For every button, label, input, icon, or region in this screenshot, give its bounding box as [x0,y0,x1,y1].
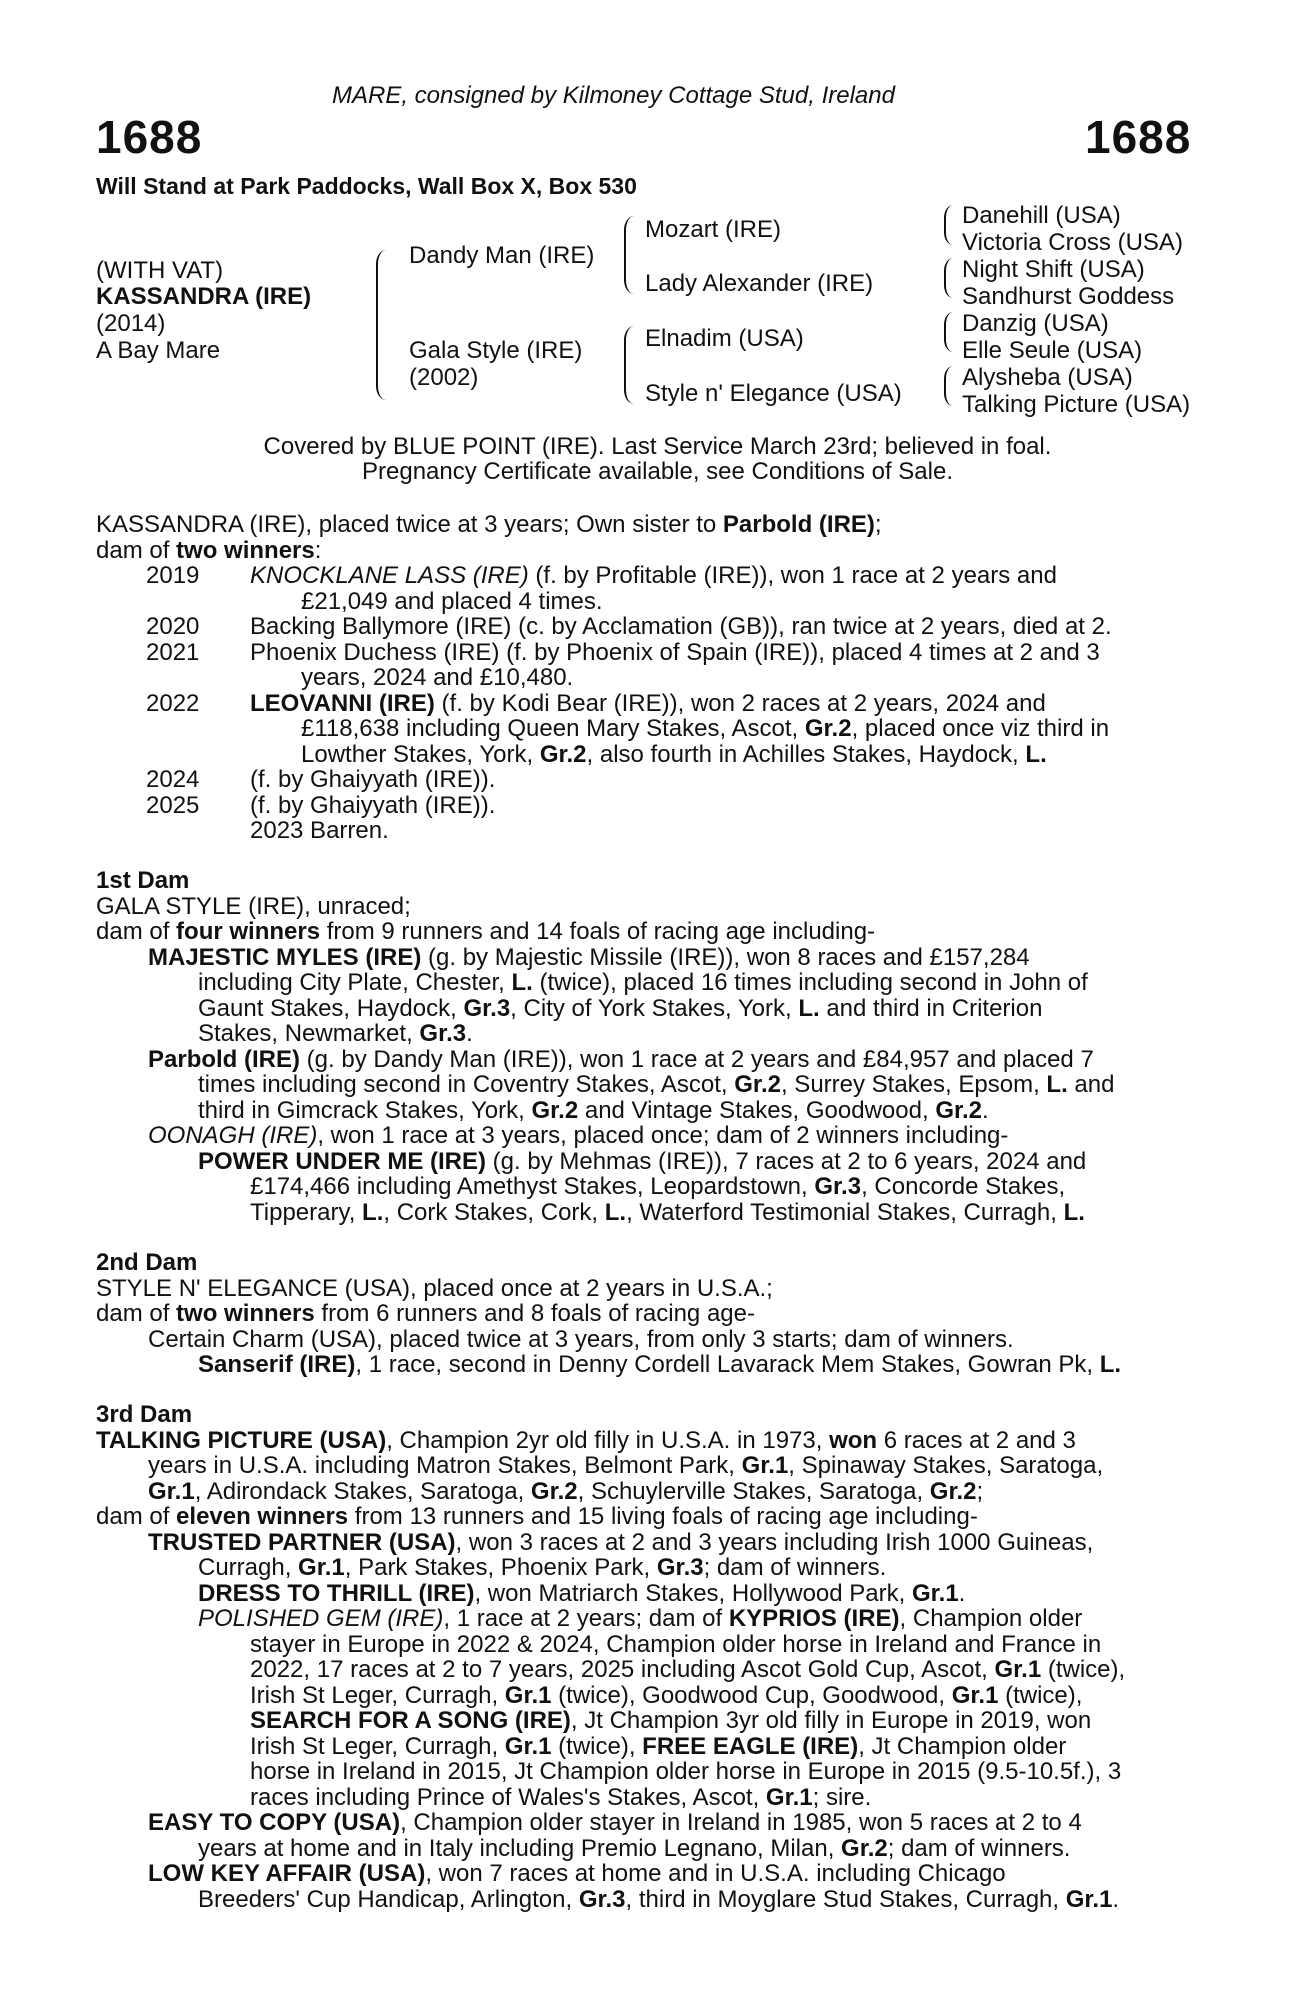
horse-year: (2014) [96,310,166,337]
power-under-me-2: £174,466 including Amethyst Stakes, Leopardstown, Gr.3, Concorde Stakes, [250,1173,1066,1200]
foal-2025: 2025 (f. by Ghaiyyath (IRE)). [146,791,496,819]
majestic-myles-2: including City Plate, Chester, L. (twice), placed 16 times including second in John of [198,969,1088,996]
talking-picture-3: Gr.1, Adirondack Stakes, Saratoga, Gr.2, Schuylerville Stakes, Saratoga, Gr.2; [148,1477,984,1505]
barren-note: 2023 Barren. [250,817,389,844]
polished-gem-1: POLISHED GEM (IRE), 1 race at 2 years; dam of KYPRIOS (IRE), Champion older [198,1605,1083,1632]
polished-gem-2: stayer in Europe in 2022 & 2024, Champion older horse in Ireland and France in [250,1630,1102,1658]
foal-2021: 2021 Phoenix Duchess (IRE) (f. by Phoenix of Spain (IRE)), placed 4 times at 2 and 3 [146,638,1100,666]
parbold-3: third in Gimcrack Stakes, York, Gr.2 and Vintage Stakes, Goodwood, Gr.2. [198,1096,989,1124]
power-under-me-1: POWER UNDER ME (IRE) (g. by Mehmas (IRE)), 7 races at 2 to 6 years, 2024 and [198,1147,1087,1175]
second-dam-section [96,1250,1206,1378]
third-dam-heading: 3rd Dam [96,1401,193,1428]
pedigree-ssd: Victoria Cross (USA) [962,229,1183,256]
stand-location: Will Stand at Park Paddocks, Wall Box X, Box 530 [96,173,637,199]
brace-ss [944,205,953,245]
pedigree-sire: Dandy Man (IRE) [409,242,595,269]
brace-dd [944,366,953,406]
pedigree-sds: Night Shift (USA) [962,256,1145,283]
oonagh: OONAGH (IRE), won 1 race at 3 years, placed once; dam of 2 winners including- [148,1122,1009,1149]
second-dam-heading: 2nd Dam [96,1249,198,1276]
foal-2022-cont-1: £118,638 including Queen Mary Stakes, Ascot, Gr.2, placed once viz third in [301,715,1110,742]
pedigree-ddd: Talking Picture (USA) [962,391,1191,418]
talking-picture-1: TALKING PICTURE (USA), Champion 2yr old filly in U.S.A. in 1973, won 6 races at 2 and 3 [96,1426,1076,1454]
foal-2022-cont-2: Lowther Stakes, York, Gr.2, also fourth in Achilles Stakes, Haydock, L. [301,740,1047,768]
brace-ds [944,312,953,352]
sanserif: Sanserif (IRE), 1 race, second in Denny Cordell Lavarack Mem Stakes, Gowran Pk, L. [198,1351,1122,1378]
third-dam-section [96,1402,1206,1912]
horse-description: A Bay Mare [96,337,221,364]
easy-to-copy-2: years at home and in Italy including Premio Legnano, Milan, Gr.2; dam of winners. [198,1834,1071,1862]
brace-sd [944,258,953,298]
easy-to-copy-1: EASY TO COPY (USA), Champion older stayer in Ireland in 1985, won 5 races at 2 to 4 [148,1809,1082,1836]
majestic-myles-1: MAJESTIC MYLES (IRE) (g. by Majestic Missile (IRE)), won 8 races and £157,284 [148,943,1030,971]
polished-gem-4: Irish St Leger, Curragh, Gr.1 (twice), Goodwood Cup, Goodwood, Gr.1 (twice), [250,1681,1083,1709]
second-dam-produce: dam of two winners from 6 runners and 8 foals of racing age- [96,1300,755,1327]
polished-gem-7: horse in Ireland in 2015, Jt Champion older horse in Europe in 2015 (9.5-10.5f.), 3 [250,1758,1122,1785]
majestic-myles-4: Stakes, Newmarket, Gr.3. [198,1020,473,1047]
power-under-me-3: Tipperary, L., Cork Stakes, Cork, L., Waterford Testimonial Stakes, Curragh, L. [250,1198,1085,1226]
certain-charm: Certain Charm (USA), placed twice at 3 years, from only 3 starts; dam of winners. [148,1325,1014,1353]
trusted-partner-1: TRUSTED PARTNER (USA), won 3 races at 2 and 3 years including Irish 1000 Guineas, [148,1528,1094,1556]
talking-picture-2: years in U.S.A. including Matron Stakes, Belmont Park, Gr.1, Spinaway Stakes, Saratoga, [148,1452,1104,1479]
dress-to-thrill: DRESS TO THRILL (IRE), won Matriarch Stakes, Hollywood Park, Gr.1. [198,1579,966,1607]
foal-2024: 2024 (f. by Ghaiyyath (IRE)). [146,766,496,793]
parbold-1: Parbold (IRE) (g. by Dandy Man (IRE)), won 1 race at 2 years and £84,957 and placed 7 [148,1045,1094,1073]
pedigree-sire-dam: Lady Alexander (IRE) [645,270,874,297]
lot-number-left: 1688 [96,111,203,163]
pedigree-sdd: Sandhurst Goddess [962,283,1175,310]
foal-2021-cont: years, 2024 and £10,480. [301,664,574,691]
pedigree-dds: Alysheba (USA) [962,364,1133,391]
produce-record [96,512,1206,844]
vat-note: (WITH VAT) [96,257,224,284]
horse-name: KASSANDRA (IRE) [96,283,312,310]
produce-dam-of: dam of two winners: [96,536,322,564]
pedigree-sire-sire: Mozart (IRE) [645,216,782,243]
pedigree-dam: Gala Style (IRE) [409,337,583,364]
brace-sire [624,216,634,294]
pedigree-dsd: Elle Seule (USA) [962,337,1143,364]
third-dam-produce: dam of eleven winners from 13 runners and 15 living foals of racing age including- [96,1503,978,1530]
majestic-myles-3: Gaunt Stakes, Haydock, Gr.3, City of York Stakes, York, L. and third in Criterion [198,994,1043,1022]
polished-gem-5: SEARCH FOR A SONG (IRE), Jt Champion 3yr old filly in Europe in 2019, won [250,1707,1092,1734]
lot-number-right: 1688 [1085,111,1192,163]
low-key-affair-2: Breeders' Cup Handicap, Arlington, Gr.3, third in Moyglare Stud Stakes, Curragh, Gr.1. [198,1885,1120,1913]
covered-line-1: Covered by BLUE POINT (IRE). Last Service March 23rd; believed in foal. [263,433,1052,460]
pedigree-dam-sire: Elnadim (USA) [645,325,804,352]
pedigree-sss: Danehill (USA) [962,202,1121,229]
first-dam-section [96,868,1206,1225]
pedigree-dss: Danzig (USA) [962,310,1109,337]
first-dam-produce: dam of four winners from 9 runners and 14 foals of racing age including- [96,918,876,945]
polished-gem-8: races including Prince of Wales's Stakes, Ascot, Gr.1; sire. [250,1783,872,1811]
first-dam-heading: 1st Dam [96,867,190,894]
low-key-affair-1: LOW KEY AFFAIR (USA), won 7 races at home and in U.S.A. including Chicago [148,1860,1006,1887]
foal-2019-cont: £21,049 and placed 4 times. [301,587,603,615]
brace-dam [624,326,634,404]
foal-2019: 2019 KNOCKLANE LASS (IRE) (f. by Profitable (IRE)), won 1 race at 2 years and [146,562,1057,589]
polished-gem-6: Irish St Leger, Curragh, Gr.1 (twice), FREE EAGLE (IRE), Jt Champion older [250,1732,1067,1760]
polished-gem-3: 2022, 17 races at 2 to 7 years, 2025 including Ascot Gold Cup, Ascot, Gr.1 (twice), [250,1656,1126,1683]
first-dam-line: GALA STYLE (IRE), unraced; [96,892,411,920]
brace-main [376,250,388,400]
pedigree-dam-dam: Style n' Elegance (USA) [645,380,902,407]
parbold-2: times including second in Coventry Stakes, Ascot, Gr.2, Surrey Stakes, Epsom, L. and [198,1071,1115,1098]
covered-line-2: Pregnancy Certificate available, see Conditions of Sale. [362,458,953,485]
trusted-partner-2: Curragh, Gr.1, Park Stakes, Phoenix Park, Gr.3; dam of winners. [198,1554,887,1581]
produce-intro: KASSANDRA (IRE), placed twice at 3 years; Own sister to Parbold (IRE); [96,511,882,538]
foal-2022: 2022 LEOVANNI (IRE) (f. by Kodi Bear (IRE)), won 2 races at 2 years, 2024 and [146,689,1046,717]
consignor-subtitle: MARE, consigned by Kilmoney Cottage Stud, Ireland [332,82,895,109]
second-dam-line: STYLE N' ELEGANCE (USA), placed once at 2 years in U.S.A.; [96,1274,773,1302]
pedigree-dam-year: (2002) [409,364,479,391]
foal-2020: 2020 Backing Ballymore (IRE) (c. by Acclamation (GB)), ran twice at 2 years, died at 2. [146,613,1112,640]
